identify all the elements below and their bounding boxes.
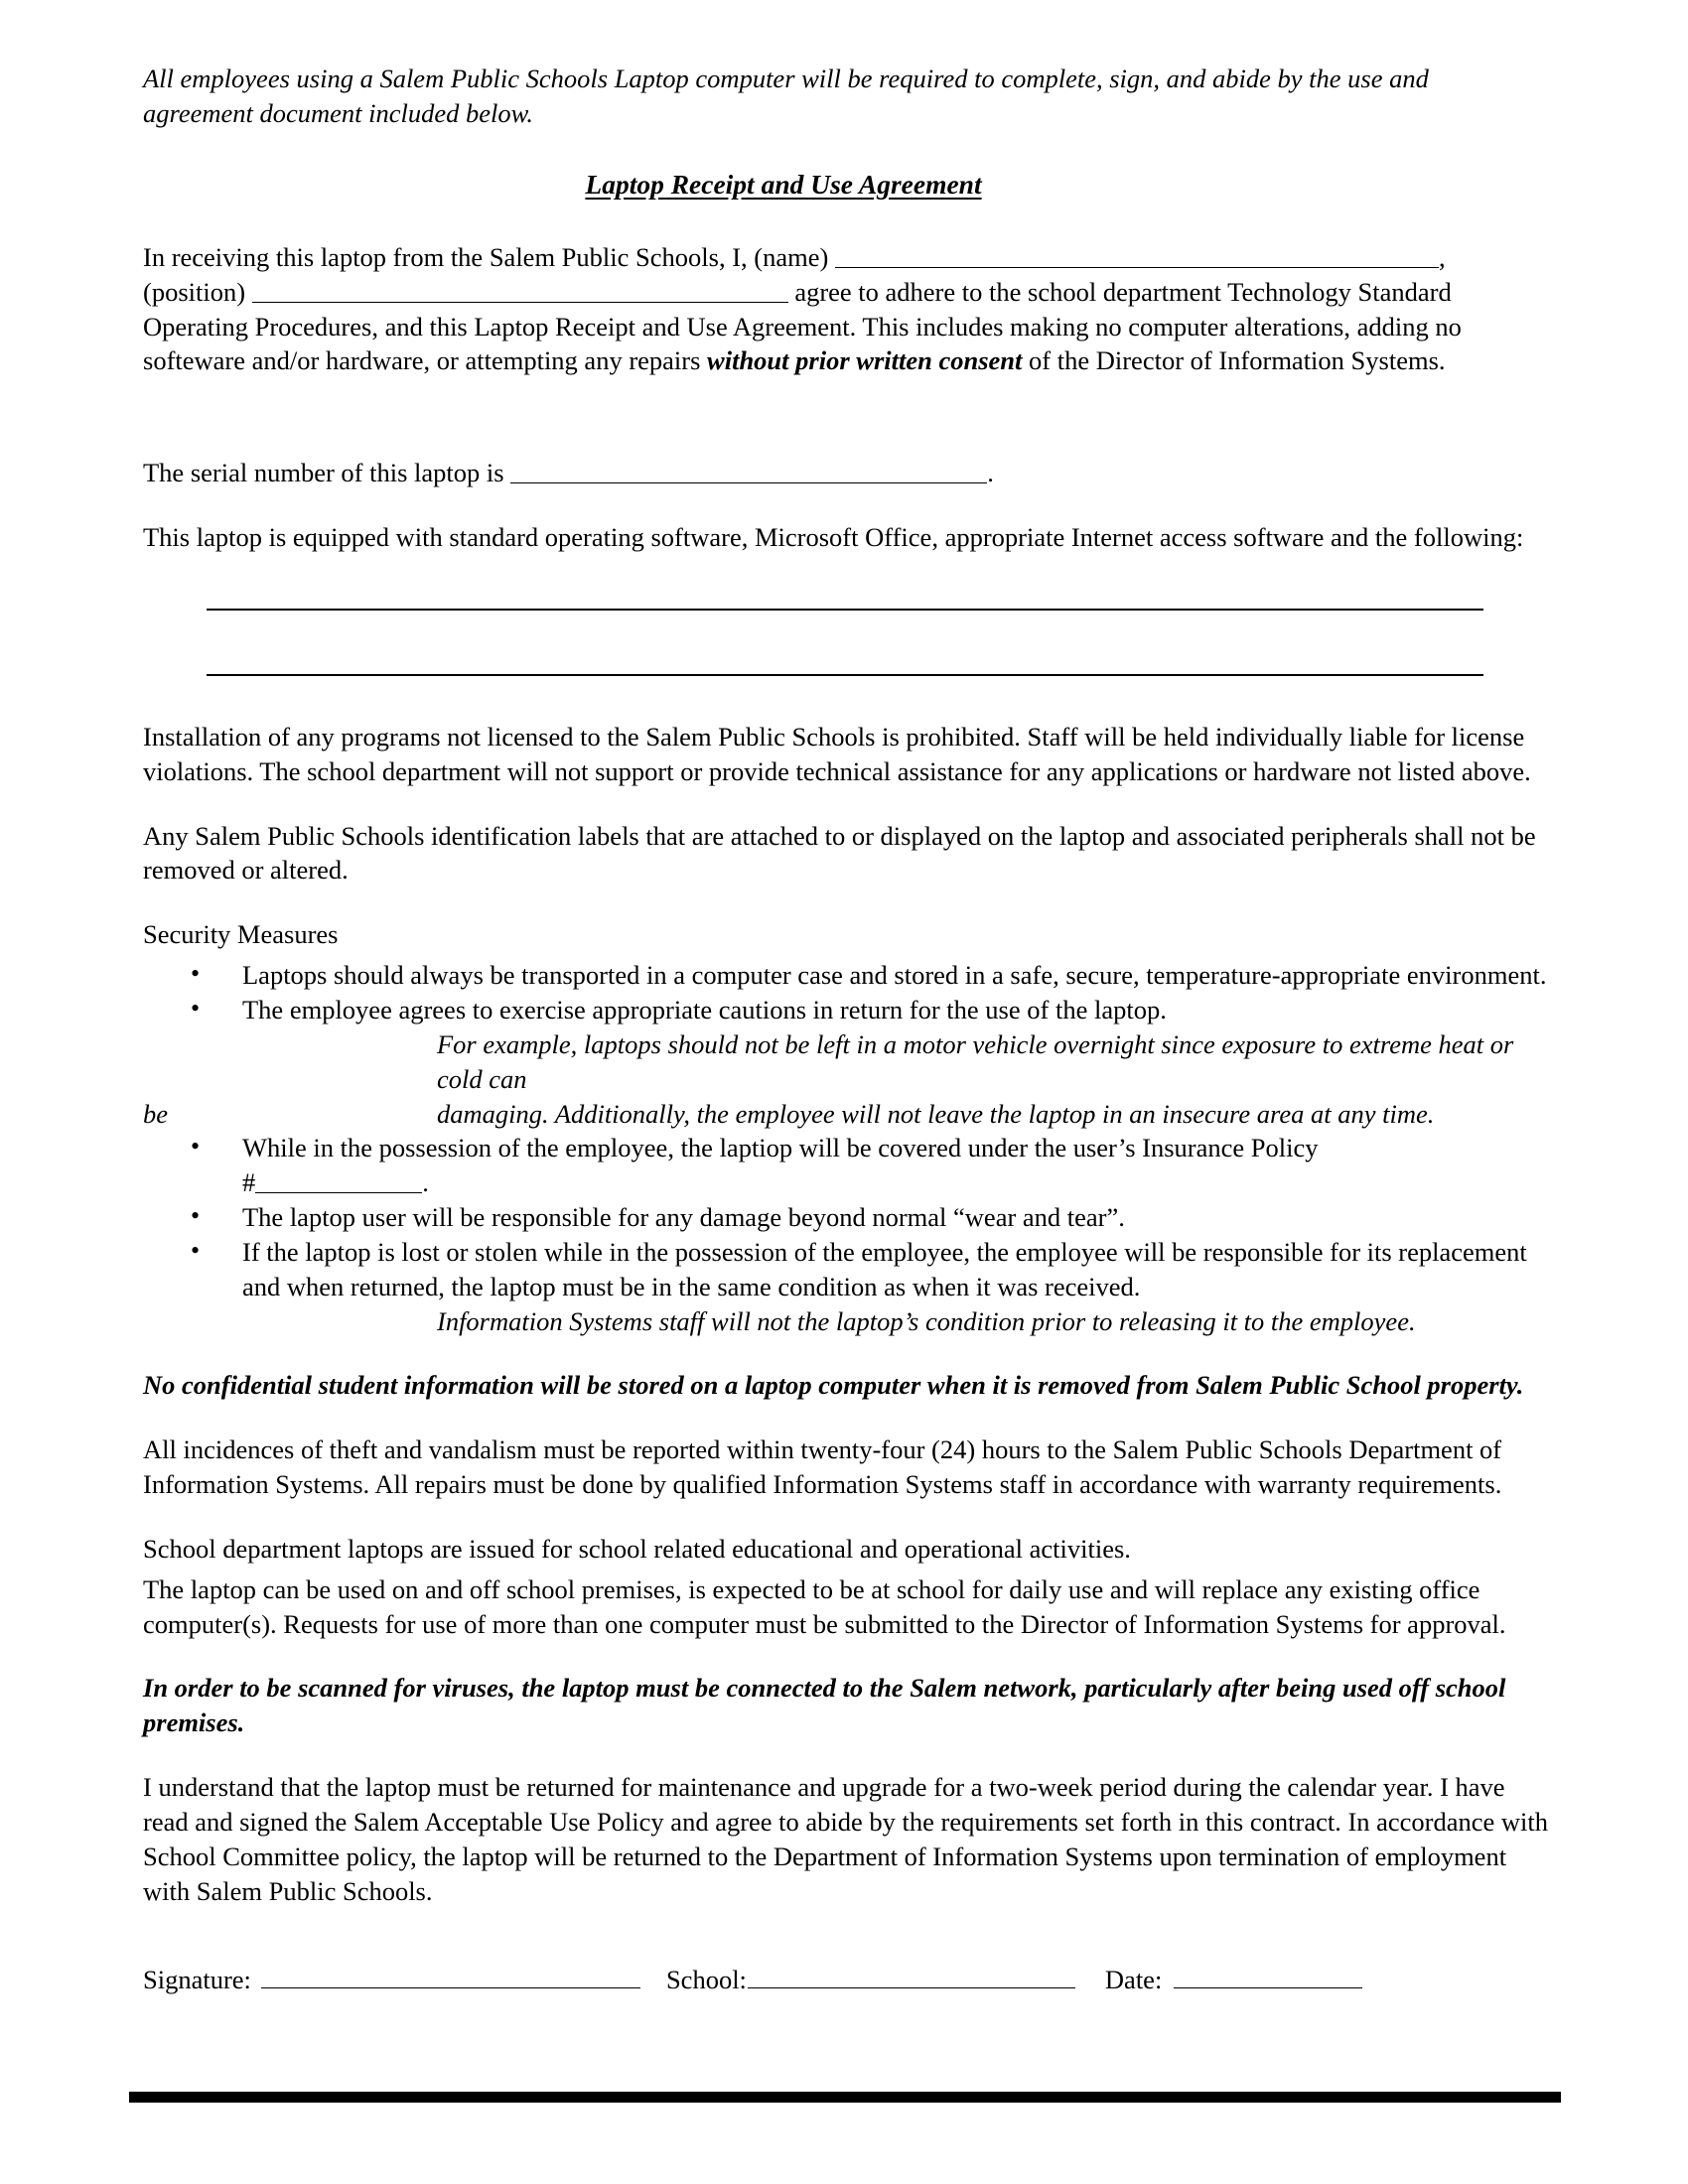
hanging-word-be: be [143,1098,169,1129]
school-fill-line[interactable] [748,1963,1075,1988]
signature-fill-line[interactable] [261,1963,640,1988]
bullet-text: If the laptop is lost or stolen while in the possession of the employee, the employee will be responsible for its replacement and when returned, the laptop must be in the same condition as when it was received. [242,1236,1527,1301]
security-measures-list [143,958,1553,1338]
labels-paragraph: Any Salem Public Schools identification labels that are attached to or displayed on the laptop and associated peripherals shall not be removed or altered. [143,820,1536,886]
bullet-text: While in the possession of the employee, the laptiop will be covered under the user’s Insurance Policy [242,1133,1319,1163]
policy-number-prefix: # [242,1167,256,1198]
signature-row [143,1963,1553,1997]
list-item [143,958,1553,993]
document-title-wrapper [143,167,1553,203]
issued-line-1: School department laptops are issued for school related educational and operational activities. [143,1533,1131,1564]
page-title: Laptop Receipt and Use Agreement [585,168,982,200]
date-fill-line[interactable] [1174,1963,1362,1988]
equipped-paragraph: This laptop is equipped with standard operating software, Microsoft Office, appropriate Internet access software and the following: [143,522,1524,553]
receiving-body: agree to adhere to the school department Technology Standard Operating Procedures, and this Laptop Receipt and Use Agreement. This includes making no computer alterations, adding no softeware and/or hardware, or attempting any repairs [143,276,1462,376]
policy-number-suffix: . [422,1167,429,1198]
list-item [143,1200,1553,1235]
bullet-text: The laptop user will be responsible for any damage beyond normal “wear and tear”. [242,1202,1125,1233]
position-label: (position) [143,276,246,307]
write-in-lines-block [143,609,1553,676]
write-in-line-2[interactable] [207,674,1483,676]
position-fill-line[interactable] [252,277,788,303]
name-fill-line[interactable] [835,242,1439,268]
list-item [143,993,1553,1131]
signature-label: Signature: [143,1964,251,1994]
serial-lead: The serial number of this laptop is [143,458,504,488]
receiving-comma: , [1438,241,1446,272]
no-confidential-paragraph: No confidential student information will be stored on a laptop computer when it is removed from Salem Public School property. [143,1370,1524,1401]
policy-number-fill-line[interactable] [255,1167,422,1193]
example-line-1: For example, laptops should not be left in a motor vehicle overnight since exposure to extreme heat or cold can [437,1028,1514,1094]
example-line-2-row [143,1097,1553,1132]
security-measures-heading: Security Measures [143,919,339,950]
list-item [143,1235,1553,1339]
serial-period: . [987,458,994,488]
virus-scan-paragraph: In order to be scanned for viruses, the laptop must be connected to the Salem network, particularly after being used off school premises. [143,1673,1506,1738]
understanding-paragraph: I understand that the laptop must be returned for maintenance and upgrade for a two-week period during the calendar year. I have read and signed the Salem Acceptable Use Policy and agree to abide by the requirements set forth in this contract. In accordance with School Committee policy, the laptop will be returned to the Department of Information Systems upon termination of employment with Salem Public Schools. [143,1772,1549,1906]
is-staff-note: Information Systems staff will not the laptop’s condition prior to releasing it to the employee. [437,1305,1416,1336]
example-line-2: damaging. Additionally, the employee will not leave the laptop in an insecure area at any time. [437,1098,1435,1129]
school-label: School: [665,1964,747,1994]
receiving-tail: of the Director of Information Systems. [1029,345,1446,376]
bullet-text: Laptops should always be transported in a computer case and stored in a safe, secure, temperature-appropriate environment. [242,960,1547,991]
receiving-paragraph [143,240,1553,378]
footer-rule [129,2092,1561,2103]
list-item [143,1131,1553,1200]
bullet-text: The employee agrees to exercise appropriate cautions in return for the use of the laptop. [242,994,1167,1024]
date-label: Date: [1104,1964,1163,1994]
serial-paragraph [143,456,1553,490]
document-body [143,62,1553,1997]
receiving-emphasis: without prior written consent [707,345,1023,376]
intro-paragraph: All employees using a Salem Public Schools Laptop computer will be required to complete, sign, and abide by the use and agreement document included below. [143,64,1429,128]
installation-paragraph: Installation of any programs not licensed to the Salem Public Schools is prohibited. Staff will be held individually liable for license violations. The school department will not support or provide technical assistance for any applications or hardware not listed above. [143,721,1531,786]
receiving-lead: In receiving this laptop from the Salem Public Schools, I, (name) [143,241,829,272]
serial-fill-line[interactable] [510,458,987,483]
issued-line-2: The laptop can be used on and off school premises, is expected to be at school for daily use and will replace any existing office computer(s). Requests for use of more than one computer must be submitted to the Director of Information Systems for approval. [143,1573,1506,1639]
theft-paragraph: All incidences of theft and vandalism must be reported within twenty-four (24) hours to the Salem Public Schools Department of Information Systems. All repairs must be done by qualified Information Systems staff in accordance with warranty requirements. [143,1434,1502,1500]
